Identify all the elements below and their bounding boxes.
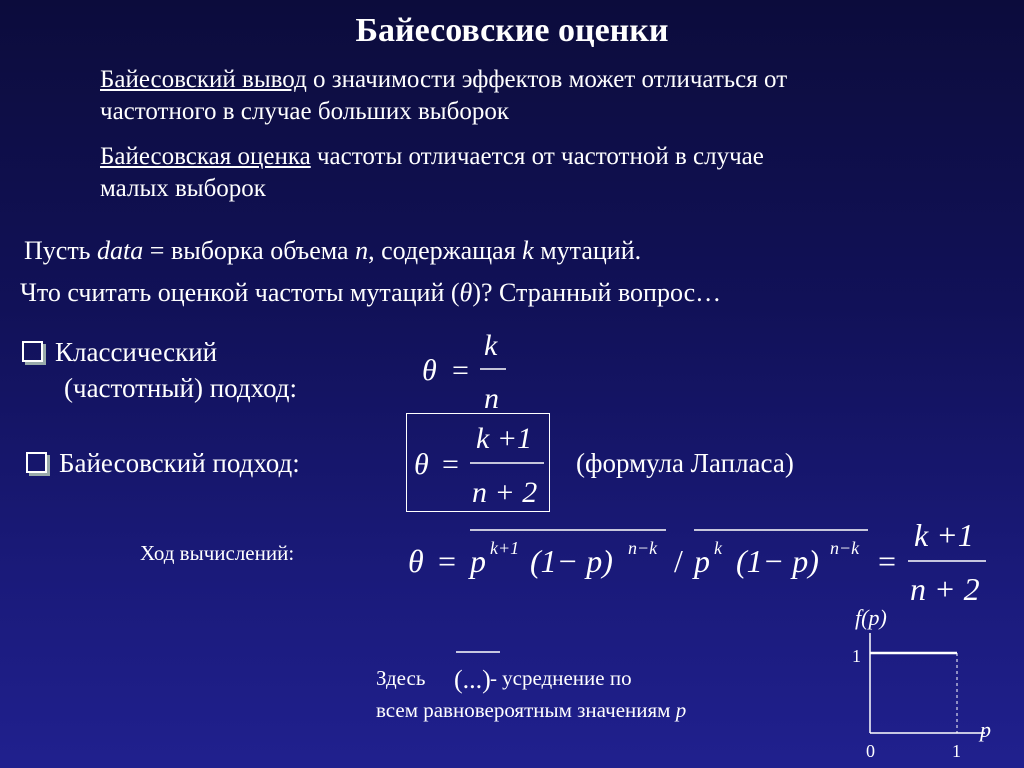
f1-n: n [484, 382, 499, 415]
para2-text: частоты отличается от частотной в случае [310, 143, 764, 170]
question-a: Что считать оценкой частоты мутаций ( [20, 278, 460, 307]
term-bayes-estimate: Байесовская оценка [100, 143, 311, 170]
calc-label: Ход вычислений: [140, 541, 295, 565]
term-bayes-inference: Байесовский вывод [100, 66, 307, 93]
note-line2: всем равновероятным значениям [376, 698, 676, 722]
f3-exp-nk1: n−k [628, 538, 658, 558]
graph-x-tick1: 1 [952, 741, 961, 761]
page-title: Байесовские оценки [355, 12, 669, 49]
classic-line1: Классический [55, 337, 218, 367]
intro-n: n [355, 236, 369, 265]
para1-text: о значимости эффектов может отличаться от [306, 66, 788, 93]
question-theta: θ [459, 278, 473, 307]
note-b: - усреднение по [484, 666, 632, 690]
f3-factor1: (1− p) [530, 543, 613, 579]
f3-factor2: (1− p) [736, 543, 819, 579]
f3-p1: p [470, 543, 486, 579]
graph-y-tick: 1 [852, 646, 861, 666]
classic-line2: (частотный) подход: [64, 373, 298, 403]
intro-data: data [97, 236, 144, 265]
graph-ylabel: f(p) [855, 605, 887, 630]
f3-eq: = [438, 543, 457, 579]
note-ellipsis: (...) [454, 665, 491, 694]
intro-c: , содержащая [368, 236, 523, 265]
intro-b: = выборка объема [143, 236, 356, 265]
intro-d: мутаций. [533, 236, 642, 265]
f1-theta: θ [422, 354, 437, 387]
f3-exp-k1: k+1 [490, 538, 520, 558]
intro-k: k [522, 236, 534, 265]
f3-numerator: k +1 [914, 517, 974, 553]
note-p: p [675, 698, 687, 722]
f3-p2: p [694, 543, 710, 579]
laplace-note: (формула Лапласа) [576, 448, 794, 478]
para2-line2: малых выборок [100, 175, 266, 202]
para1-line2: частотного в случае больших выборок [100, 98, 509, 125]
graph-xlabel: p [980, 717, 991, 742]
f2-eq: = [442, 448, 459, 481]
question-b: )? Странный вопрос… [472, 278, 722, 307]
note-a: Здесь [376, 666, 431, 690]
f2-theta: θ [414, 448, 429, 481]
f3-exp-k: k [714, 538, 722, 558]
f1-k: k [484, 329, 498, 362]
f3-theta: θ [408, 543, 424, 579]
f2-numerator: k +1 [476, 422, 533, 455]
f3-slash: / [674, 543, 683, 579]
f2-denominator: n + 2 [472, 476, 538, 509]
bayes-label: Байесовский подход: [59, 448, 300, 478]
f1-eq: = [452, 354, 469, 387]
note-text [376, 662, 686, 726]
f3-eq2: = [878, 543, 897, 579]
f3-denominator: n + 2 [910, 571, 980, 607]
graph-x-tick0: 0 [866, 741, 875, 761]
f3-exp-nk2: n−k [830, 538, 860, 558]
intro-a: Пусть [24, 236, 98, 265]
